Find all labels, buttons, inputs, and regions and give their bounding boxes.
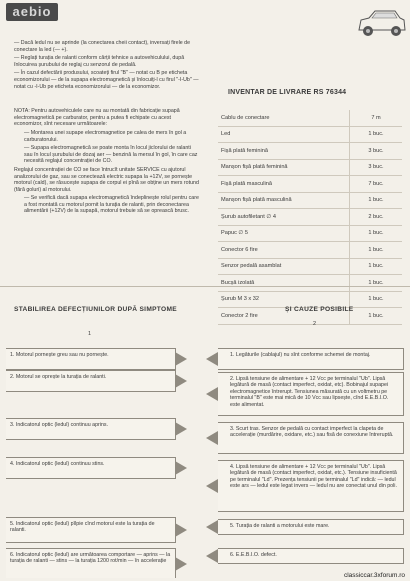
inventory-row bbox=[218, 275, 402, 292]
instruction-paragraph: Reglajul concentrației de CO se face întrucît unitate SERVICE cu ajutorul analizorului de gaz, sau se conectează electric supapa la +12V, se pornește motorul (cald), se răsucește supapa de corpul ei pînă se obține un mers rotund (fără goluri) al motorului. bbox=[14, 166, 199, 193]
inventory-item: Manșon fișă plată masculină bbox=[218, 192, 350, 209]
inventory-item: Bucșă izolată bbox=[218, 275, 350, 292]
cause-box-4: 4. Lipsă tensiune de alimentare + 12 Vcc pe terminalul "Ub". Lipsă legătură de masă (contact imperfect, oxidat, etc.). Tensiune insuficientă pe terminalul "Ld". Prezența tensiunii pe terminalul "Ld" indică: — ledul este ars — ledul este legat invers — ledul nu are conectat unul din poli. bbox=[218, 460, 404, 512]
inventory-qty: 7 buc. bbox=[350, 176, 403, 193]
inventory-qty: 1 buc. bbox=[350, 126, 403, 143]
inventory-qty: 1 buc. bbox=[350, 291, 403, 308]
inventory-row bbox=[218, 110, 402, 126]
inventory-item: Fișă plată feminină bbox=[218, 143, 350, 160]
inventory-item: Manșon fișă plată feminină bbox=[218, 159, 350, 176]
brand-logo: aebio bbox=[6, 3, 58, 21]
symptom-box-5: 5. Indicatorul optic (ledul) pîlpie cînd motorul este la turația de ralanti. bbox=[6, 517, 176, 543]
symptom-box-4: 4. Indicatorul optic (ledul) continuu stins. bbox=[6, 457, 176, 479]
instructions-text bbox=[14, 40, 199, 217]
cause-box-5: 5. Turația de ralanti a motorului este mare. bbox=[218, 519, 404, 535]
instruction-paragraph: — Reglați turația de ralanti conform cărții tehnice a autovehiculului, după înlocuirea șurubului de reglaj cu senzorul de pedală. bbox=[14, 55, 185, 68]
inventory-qty: 7 m bbox=[350, 110, 403, 126]
inventory-item: Șurub autofiletant ∅ 4 bbox=[218, 209, 350, 226]
cause-box-6: 6. E.E.B.I.O. defect. bbox=[218, 548, 404, 564]
inventory-qty: 1 buc. bbox=[350, 258, 403, 275]
causes-column-number: 2 bbox=[313, 321, 317, 327]
section-divider bbox=[0, 286, 410, 287]
inventory-row bbox=[218, 126, 402, 143]
symptom-box-3: 3. Indicatorul optic (ledul) continuu aprins. bbox=[6, 418, 176, 440]
symptom-box-2: 2. Motorul se oprește la turația de ralanti. bbox=[6, 370, 176, 392]
inventory-item: Cablu de conectare bbox=[218, 110, 350, 126]
note-paragraph: NOTA: Pentru autovehiculele care nu au montată din fabricație supapă electromagnetică pe carburator, pentru a putea fi echipate cu acest economizor, sînt necesare următoarele: bbox=[14, 108, 180, 128]
causes-heading: ȘI CAUZE POSIBILE bbox=[285, 306, 354, 313]
instruction-paragraph: — În cazul defectării produsului, scoateți firul "B" — notat cu B pe eticheta economizorului — de la supapa electromagnetică și înlocuiți-l cu firul "-I-Ub" — notat cu -I-Ub pe eticheta economizorului — de la economizor. bbox=[14, 70, 199, 90]
inventory-table bbox=[218, 110, 402, 325]
inventory-qty: 1 buc. bbox=[350, 225, 403, 242]
instruction-paragraph: — Se verifică dacă supapa electromagnetică îndeplinește rolul pentru care a fost montată cu motorul pornit la turația de ralanti, prin deconectarea alimentării (+12V) de la supapă, motorul trebuie să se oprească brusc. bbox=[24, 195, 199, 215]
inventory-item: Conector 6 fire bbox=[218, 242, 350, 259]
symptoms-column-number: 1 bbox=[88, 331, 92, 337]
watermark-footer: classiccar.3xforum.ro bbox=[343, 572, 405, 579]
inventory-qty: 2 buc. bbox=[350, 209, 403, 226]
inventory-row bbox=[218, 258, 402, 275]
inventory-row bbox=[218, 159, 402, 176]
cause-box-2: 2. Lipsă tensiune de alimentare + 12 Vcc pe terminalul "Ub". Lipsă legătură de masă (contact imperfect, oxidat, etc). Bobinajul supapei electromagnetice întrerupt. Tensiunea măsurată cu un voltmetru pe terminalul "B" este mai mică de 10 Vcc sau lipsește, cînd E.E.B.I.O. este alimentat. bbox=[218, 372, 404, 416]
inventory-row bbox=[218, 225, 402, 242]
symptoms-heading: STABILIREA DEFECȚIUNILOR DUPĂ SIMPTOME bbox=[14, 306, 177, 313]
symptom-box-1: 1. Motorul pornește greu sau nu pornește. bbox=[6, 348, 176, 370]
inventory-qty: 3 buc. bbox=[350, 143, 403, 160]
inventory-title: INVENTAR DE LIVRARE RS 76344 bbox=[228, 89, 347, 96]
inventory-qty: 1 buc. bbox=[350, 275, 403, 292]
inventory-item: Papuc ∅ 5 bbox=[218, 225, 350, 242]
symptom-box-6: 6. Indicatorul optic (ledul) are următoarea comportare — aprins — la turația de ralanti — stins — la turația 1200 rot/min — în accelerație bbox=[6, 548, 176, 578]
inventory-item: Conector 2 fire bbox=[218, 308, 350, 325]
instruction-paragraph: — Supapa electromagnetică se poate monta în locul jiclorului de ralanti sau în locul șurubului de dozaj aer — benzină la mersul în gol, în care caz necesită reglajul concentrației de CO. bbox=[24, 145, 198, 165]
inventory-item: Șurub M 3 x 32 bbox=[218, 291, 350, 308]
inventory-qty: 1 buc. bbox=[350, 308, 403, 325]
inventory-row bbox=[218, 242, 402, 259]
inventory-row bbox=[218, 176, 402, 193]
inventory-qty: 3 buc. bbox=[350, 159, 403, 176]
inventory-row bbox=[218, 209, 402, 226]
inventory-item: Fișă plată masculină bbox=[218, 176, 350, 193]
inventory-qty: 1 buc. bbox=[350, 192, 403, 209]
car-illustration bbox=[355, 6, 407, 40]
inventory-qty: 1 buc. bbox=[350, 242, 403, 259]
cause-box-3: 3. Scurt tras. Senzor de pedală cu contact imperfect la clapeta de accelerație (murdărire, oxidare, etc.) sau fisă de conexiune întreruptă. bbox=[218, 422, 404, 454]
inventory-row bbox=[218, 143, 402, 160]
instruction-paragraph: — Dacă ledul nu se aprinde (la conectarea cheii contact), inversați firele de conectare la led (— +). bbox=[14, 40, 191, 53]
inventory-item: Led bbox=[218, 126, 350, 143]
instruction-paragraph: — Montarea unei supape electromagnetice pe calea de mers în gol a carburatorului. bbox=[24, 129, 187, 143]
cause-box-1: 1. Legăturile (cablajul) nu sînt conforme schemei de montaj. bbox=[218, 348, 404, 370]
inventory-row bbox=[218, 192, 402, 209]
inventory-item: Senzor pedală asamblat bbox=[218, 258, 350, 275]
